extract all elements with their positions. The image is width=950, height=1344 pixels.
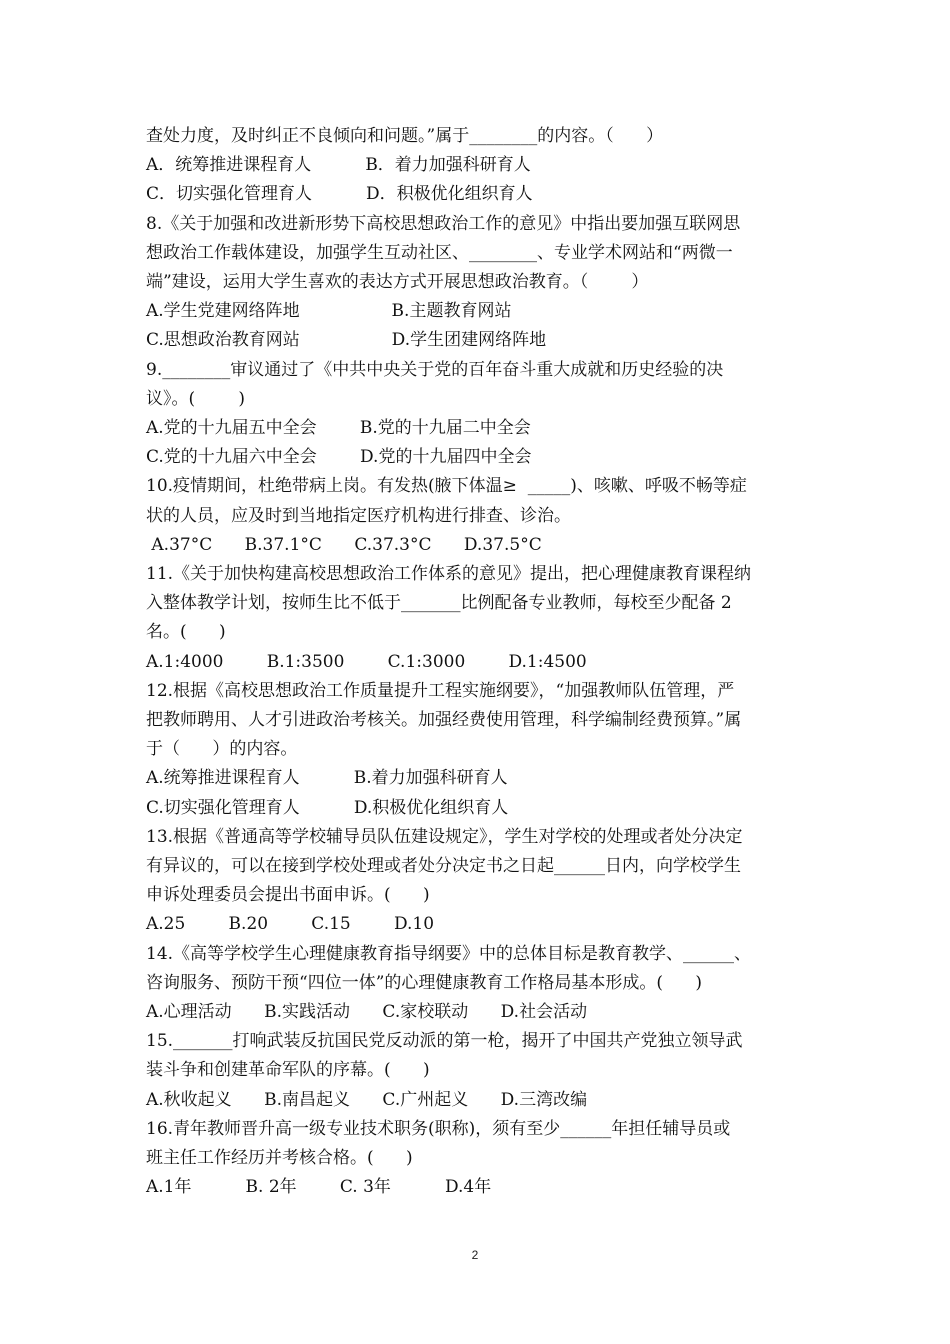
- text-line: 于（ ）的内容。: [146, 739, 298, 759]
- text-line: 15._______打响武装反抗国民党反动派的第一枪，揭开了中国共产党独立领导武: [146, 1031, 743, 1051]
- page-number: 2: [471, 1248, 479, 1262]
- text-line: 8.《关于加强和改进新形势下高校思想政治工作的意见》中指出要加强互联网思: [146, 214, 741, 234]
- text-line: 申诉处理委员会提出书面申诉。( ): [146, 885, 430, 905]
- text-line: A．统筹推进课程育人 B．着力加强科研育人: [146, 155, 531, 175]
- text-line: A.统筹推进课程育人 B.着力加强科研育人: [146, 768, 508, 788]
- text-line: A.秋收起义 B.南昌起义 C.广州起义 D.三湾改编: [146, 1090, 588, 1110]
- text-line: 状的人员，应及时到当地指定医疗机构进行排查、诊治。: [146, 506, 571, 526]
- text-line: 入整体教学计划，按师生比不低于_______比例配备专业教师，每校至少配备 2: [146, 593, 732, 613]
- text-line: 议》。( ): [146, 389, 245, 409]
- text-line: A.心理活动 B.实践活动 C.家校联动 D.社会活动: [146, 1002, 588, 1022]
- text-line: C.党的十九届六中全会 D.党的十九届四中全会: [146, 447, 532, 467]
- text-line: 端”建设，运用大学生喜欢的表达方式开展思想政治教育。（ ）: [146, 272, 649, 292]
- text-line: 有异议的，可以在接到学校处理或者处分决定书之日起______日内，向学校学生: [146, 856, 741, 876]
- text-line: 名。( ): [146, 622, 226, 642]
- text-line: A.学生党建网络阵地 B.主题教育网站: [146, 301, 512, 321]
- text-line: 11.《关于加快构建高校思想政治工作体系的意见》提出，把心理健康教育课程纳: [146, 564, 752, 584]
- text-line: 想政治工作载体建设，加强学生互动社区、________、专业学术网站和“两微一: [146, 243, 733, 263]
- text-line: 咨询服务、预防干预“四位一体”的心理健康教育工作格局基本形成。( ): [146, 973, 703, 993]
- text-line: A.党的十九届五中全会 B.党的十九届二中全会: [146, 418, 531, 438]
- text-line: C.切实强化管理育人 D.积极优化组织育人: [146, 798, 509, 818]
- text-line: 班主任工作经历并考核合格。( ): [146, 1148, 413, 1168]
- text-line: 装斗争和创建革命军队的序幕。( ): [146, 1060, 430, 1080]
- text-line: A.25 B.20 C.15 D.10: [146, 914, 435, 934]
- text-line: 12.根据《高校思想政治工作质量提升工程实施纲要》，“加强教师队伍管理，严: [146, 681, 735, 701]
- text-line: 把教师聘用、人才引进政治考核关。加强经费使用管理，科学编制经费预算。”属: [146, 710, 742, 730]
- text-line: A.1年 B. 2年 C. 3年 D.4年: [146, 1177, 492, 1197]
- text-line: 16.青年教师晋升高一级专业技术职务(职称)，须有至少______年担任辅导员或: [146, 1119, 731, 1139]
- text-line: 9.________审议通过了《中共中央关于党的百年奋斗重大成就和历史经验的决: [146, 360, 724, 380]
- text-line: C.思想政治教育网站 D.学生团建网络阵地: [146, 330, 547, 350]
- text-line: 13.根据《普通高等学校辅导员队伍建设规定》，学生对学校的处理或者处分决定: [146, 827, 743, 847]
- text-line: A.1:4000 B.1:3500 C.1:3000 D.1:4500: [146, 652, 587, 672]
- text-line: A.37°C B.37.1°C C.37.3°C D.37.5°C: [146, 535, 542, 555]
- text-line: 查处力度，及时纠正不良倾向和问题。”属于________的内容。（ ）: [146, 126, 664, 146]
- text-line: 14.《高等学校学生心理健康教育指导纲要》中的总体目标是教育教学、______、: [146, 944, 752, 964]
- text-line: C．切实强化管理育人 D．积极优化组织育人: [146, 184, 533, 204]
- text-line: 10.疫情期间，杜绝带病上岗。有发热(腋下体温≥ _____)、咳嗽、呼吸不畅等症: [146, 476, 747, 496]
